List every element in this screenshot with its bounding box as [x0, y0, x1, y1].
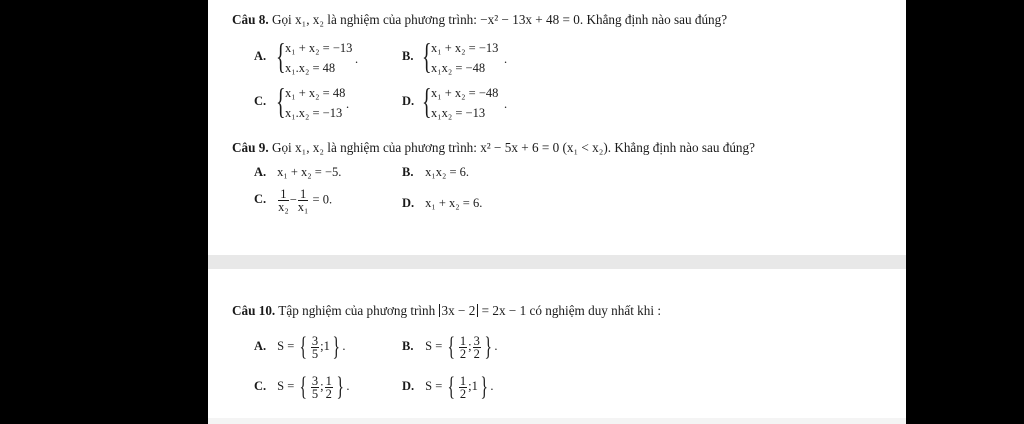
brace-glyph: }: [332, 332, 340, 361]
q9-option-a-label: A.: [254, 165, 267, 179]
question-9: [232, 140, 755, 156]
set-prefix: S =: [277, 338, 295, 353]
tail: .: [490, 378, 494, 393]
fraction-numerator: 1: [459, 333, 467, 348]
document-page: [208, 0, 906, 424]
brace-glyph: {: [447, 332, 456, 361]
fraction-denominator: x₂: [278, 200, 289, 214]
brace-glyph: {: [276, 81, 286, 121]
fraction-denominator: 2: [459, 346, 467, 361]
q10-option-a[interactable]: [254, 332, 345, 362]
brace-glyph: {: [422, 81, 432, 121]
q9-option-b-text: x₁x₂ = 6.: [425, 165, 470, 179]
q9-option-b[interactable]: [402, 165, 469, 180]
q10-option-b[interactable]: [402, 332, 497, 362]
fraction: [325, 375, 333, 400]
fraction-numerator: 3: [311, 333, 319, 348]
q9-option-d-label: D.: [402, 196, 415, 210]
period: .: [346, 97, 350, 111]
q9-option-b-label: B.: [402, 165, 414, 179]
q9-option-a[interactable]: [254, 165, 341, 180]
fraction: [298, 188, 309, 213]
fraction: [473, 335, 481, 360]
set-prefix: S =: [277, 378, 295, 393]
q10-option-b-label: B.: [402, 338, 414, 353]
q10-option-c-label: C.: [254, 378, 267, 393]
q9-option-d-text: x₁ + x₂ = 6.: [425, 196, 483, 210]
q8-d-row2: x₁x₂ = −13: [431, 106, 486, 120]
q10-option-d-label: D.: [402, 378, 415, 393]
separator: ;: [320, 378, 324, 393]
page-separator: [208, 255, 906, 269]
q8-option-d[interactable]: [402, 94, 422, 109]
fraction: [459, 375, 467, 400]
minus-sign: −: [289, 192, 297, 207]
fraction-denominator: x₁: [297, 200, 309, 214]
q8-b-row2: x₁x₂ = −48: [431, 61, 486, 75]
separator: ;: [468, 338, 472, 353]
question-10-text-after: = 2x − 1 có nghiệm duy nhất khi :: [481, 303, 661, 318]
q8-option-a[interactable]: [254, 49, 274, 64]
fraction-numerator: 1: [459, 373, 467, 388]
brace-glyph: {: [299, 372, 308, 401]
q9-option-c[interactable]: [254, 188, 332, 213]
q8-d-row1: x₁ + x₂ = −48: [431, 86, 499, 100]
tail: .: [494, 338, 498, 353]
set-prefix: S =: [425, 338, 443, 353]
question-8: [232, 12, 727, 28]
brace-glyph: }: [484, 332, 492, 361]
brace-glyph: {: [276, 36, 286, 76]
q10-option-a-label: A.: [254, 338, 267, 353]
fraction: [311, 375, 319, 400]
q9-option-c-tail: = 0.: [312, 192, 333, 207]
brace-glyph: {: [299, 332, 308, 361]
question-10-label: Câu 10.: [232, 303, 276, 318]
q10-option-c[interactable]: [254, 372, 349, 402]
absolute-value: 3x − 2: [439, 304, 479, 317]
q9-option-a-text: x₁ + x₂ = −5.: [277, 165, 342, 179]
q8-a-row1: x₁ + x₂ = −13: [285, 41, 353, 55]
q9-option-c-label: C.: [254, 192, 267, 207]
q9-option-d[interactable]: [402, 196, 482, 211]
question-9-text: Gọi x₁, x₂ là nghiệm của phương trình: x² − 5x + 6 = 0 (x₁ < x₂). Khẳng định nào sau đúng?: [271, 140, 755, 155]
question-9-label: Câu 9.: [232, 140, 269, 155]
fraction-denominator: 5: [311, 386, 319, 401]
q8-option-d-label: D.: [402, 94, 415, 108]
brace-glyph: }: [480, 372, 488, 401]
brace-glyph: {: [447, 372, 456, 401]
q8-c-row1: x₁ + x₂ = 48: [285, 86, 346, 100]
question-8-label: Câu 8.: [232, 12, 269, 27]
fraction-numerator: 3: [473, 333, 480, 348]
set-prefix: S =: [425, 378, 443, 393]
brace-glyph: }: [336, 372, 344, 401]
fraction-numerator: 1: [278, 188, 289, 201]
period: .: [504, 52, 508, 66]
q8-option-b-label: B.: [402, 49, 414, 63]
fraction-denominator: 5: [311, 346, 319, 361]
question-10: [232, 303, 661, 319]
next-page-edge: [208, 418, 906, 424]
question-10-text-before: Tập nghiệm của phương trình: [278, 303, 436, 318]
fraction-denominator: 2: [473, 346, 480, 361]
q8-option-b[interactable]: [402, 49, 422, 64]
set-element: 1: [471, 378, 478, 393]
q8-option-a-label: A.: [254, 49, 267, 63]
separator: ;: [320, 338, 324, 353]
q8-option-c-label: C.: [254, 94, 267, 108]
set-element: 1: [323, 338, 330, 353]
separator: ;: [468, 378, 472, 393]
fraction-denominator: 2: [459, 386, 467, 401]
q8-a-row2: x₁.x₂ = 48: [285, 61, 336, 75]
fraction-numerator: 3: [311, 373, 319, 388]
fraction: [311, 335, 319, 360]
q8-c-row2: x₁.x₂ = −13: [285, 106, 343, 120]
q8-option-c[interactable]: [254, 94, 274, 109]
tail: .: [346, 378, 350, 393]
brace-glyph: {: [422, 36, 432, 76]
fraction-numerator: 1: [325, 373, 332, 388]
q8-b-row1: x₁ + x₂ = −13: [431, 41, 499, 55]
period: .: [355, 52, 359, 66]
fraction: [278, 188, 289, 213]
period: .: [504, 97, 508, 111]
tail: .: [342, 338, 346, 353]
fraction: [459, 335, 467, 360]
fraction-numerator: 1: [298, 188, 309, 201]
question-8-text: Gọi x₁, x₂ là nghiệm của phương trình: −x² − 13x + 48 = 0. Khẳng định nào sau đúng?: [271, 12, 728, 27]
q10-option-d[interactable]: [402, 372, 493, 402]
fraction-denominator: 2: [325, 386, 332, 401]
